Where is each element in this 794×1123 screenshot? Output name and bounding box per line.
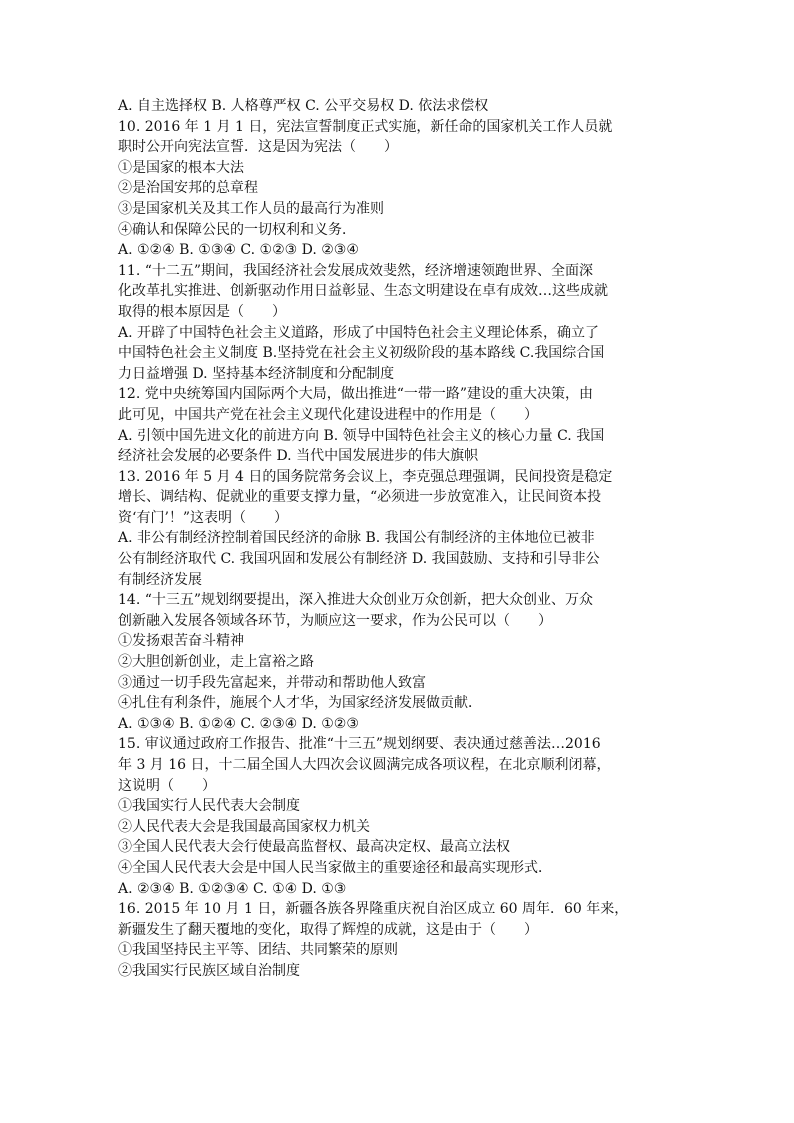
text-line: 13. 2016 年 5 月 4 日的国务院常务会议上，李克强总理强调，民间投资是稳定 — [118, 468, 613, 485]
text-line: 创新融入发展各领域各环节，为顺应这一要求，作为公民可以（ ） — [118, 612, 552, 629]
text-line: A. 引领中国先进文化的前进方向 B. 领导中国特色社会主义的核心力量 C. 我国 — [118, 427, 605, 444]
text-line: 新疆发生了翻天覆地的变化，取得了辉煌的成就，这是由于（ ） — [118, 921, 538, 938]
text-line: ③是国家机关及其工作人员的最高行为准则 — [118, 200, 384, 217]
text-line: 化改革扎实推进、创新驱动作用日益彰显、生态文明建设在卓有成效…这些成就 — [118, 283, 608, 300]
text-line: ④全国人民代表大会是中国人民当家做主的重要途径和最高实现形式． — [118, 859, 552, 876]
text-line: 增长、调结构、促就业的重要支撑力量，“必须进一步放宽准入，让民间资本投 — [118, 489, 602, 506]
text-line: 经济社会发展的必要条件 D. 当代中国发展进步的伟大旗帜 — [118, 448, 479, 465]
text-line: A. 自主选择权 B. 人格尊严权 C. 公平交易权 D. 依法求偿权 — [118, 98, 489, 114]
text-line: ②是治国安邦的总章程 — [118, 180, 258, 197]
text-line: ①是国家的根本大法 — [118, 159, 244, 176]
text-line: A. 开辟了中国特色社会主义道路，形成了中国特色社会主义理论体系，确立了 — [118, 324, 600, 341]
text-line: 取得的根本原因是（ ） — [118, 303, 286, 320]
text-line: 职时公开向宪法宣誓．这是因为宪法（ ） — [118, 139, 398, 156]
text-line: ④扎住有利条件，施展个人才华，为国家经济发展做贡献． — [118, 695, 482, 712]
text-line: ④确认和保障公民的一切权利和义务． — [118, 221, 356, 238]
text-line: ①发扬艰苦奋斗精神 — [118, 633, 244, 650]
text-line: ①我国实行人民代表大会制度 — [118, 798, 300, 815]
text-line: 16. 2015 年 10 月 1 日，新疆各族各界隆重庆祝自治区成立 60 周年．60 年来， — [118, 901, 629, 918]
text-line: 11. “十二五”期间，我国经济社会发展成效斐然，经济增速领跑世界、全面深 — [118, 262, 594, 279]
text-line: 14. “十三五”规划纲要提出，深入推进大众创业万众创新，把大众创业、万众 — [118, 592, 594, 609]
document-page — [118, 96, 678, 982]
text-line: 10. 2016 年 1 月 1 日，宪法宣誓制度正式实施，新任命的国家机关工作人员就 — [118, 118, 613, 135]
text-line: ②我国实行民族区域自治制度 — [118, 962, 300, 979]
text-line: 公有制经济取代 C. 我国巩固和发展公有制经济 D. 我国鼓励、支持和引导非公 — [118, 551, 600, 568]
text-line: A. ②③④ B. ①②③④ C. ①④ D. ①③ — [118, 880, 347, 897]
text-line: 资‘有门’！”这表明（ ） — [118, 509, 289, 526]
text-line: ②大胆创新创业，走上富裕之路 — [118, 654, 314, 671]
text-line: 15. 审议通过政府工作报告、批准“十三五”规划纲要、表决通过慈善法…2016 — [118, 736, 601, 753]
text-line: ③通过一切手段先富起来，并带动和帮助他人致富 — [118, 674, 426, 691]
text-line: 这说明（ ） — [118, 777, 216, 794]
text-line: 12. 党中央统筹国内国际两个大局，做出推进“一带一路”建设的重大决策，由 — [118, 386, 594, 403]
text-line: 有制经济发展 — [118, 571, 202, 588]
text-line: 中国特色社会主义制度 B.坚持党在社会主义初级阶段的基本路线 C.我国综合国 — [118, 345, 605, 362]
text-line: A. 非公有制经济控制着国民经济的命脉 B. 我国公有制经济的主体地位已被非 — [118, 530, 595, 547]
text-line: 力日益增强 D. 坚持基本经济制度和分配制度 — [118, 365, 395, 382]
text-line: ③全国人民代表大会行使最高监督权、最高决定权、最高立法权 — [118, 839, 510, 856]
text-line: A. ①③④ B. ①②④ C. ②③④ D. ①②③ — [118, 715, 359, 732]
text-line: 年 3 月 16 日，十二届全国人大四次会议圆满完成各项议程，在北京顺利闭幕， — [118, 757, 611, 773]
text-line: ①我国坚持民主平等、团结、共同繁荣的原则 — [118, 942, 398, 959]
text-line: A. ①②④ B. ①③④ C. ①②③ D. ②③④ — [118, 242, 359, 259]
text-line: 此可见，中国共产党在社会主义现代化建设进程中的作用是（ ） — [118, 406, 538, 423]
text-line: ②人民代表大会是我国最高国家权力机关 — [118, 818, 370, 835]
